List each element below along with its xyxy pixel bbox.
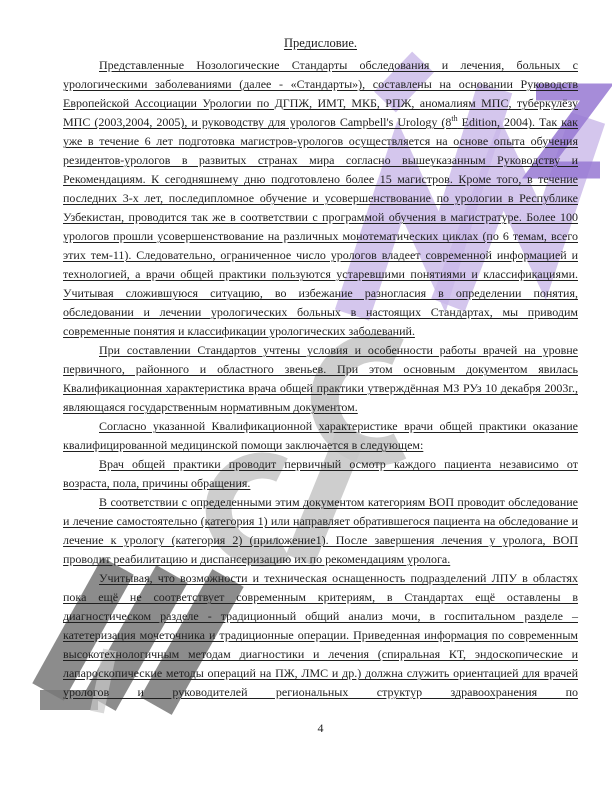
paragraph-1 (63, 56, 578, 341)
paragraph-1-superscript: th (451, 114, 458, 123)
paragraph-2: При составлении Стандартов учтены условия и особенности работы врачей на уровне первичного, районного и областного звеньев. При этом основным документом явилась Квалификационная характеристика врача общей практики утверждённая МЗ РУз 10 декабря 2003г., являющаяся государственным нормативным документом. (63, 343, 578, 414)
paragraph-5: В соответствии с определенными этим документом категориям ВОП проводит обследование и лечение самостоятельно (категория 1) или направляет обратившегося пациента на обследование и лечение к урологу (категория 2) (приложение1). После завершения лечения у уролога, ВОП проводит реабилитацию и диспансеризацию их по рекомендациям уролога. (63, 495, 578, 566)
paragraph-3: Согласно указанной Квалификационной характеристике врачи общей практики оказание квалифицированной медицинской помощи заключается в следующем: (63, 419, 578, 452)
page-title: Предисловие. (283, 36, 357, 50)
page-number: 4 (317, 721, 324, 735)
paragraph-1-text-end: Edition, 2004). Так как уже в течение 6 лет подготовка магистров-урологов осуществляется на основе опыта обучения резидентов-урологов в развитых странах мира согласно вышеуказанным Руководству и Рекомендациям. К сегодняшнему дню подготовлено более 15 магистров. Кроме того, в течение последних 3-х лет, последипломное обучение и усовершенствование по урологии в Республике Узбекистан, проводится так же в соответствии с программой обучения в магистратуре. Более 100 урологов прошли усовершенствование на различных монотематических циклах (по 6 темам, всего этих тем-11). Следовательно, ограниченное число урологов владеет современной информацией и технологией, а врачи общей практики пользуются устаревшими понятиями и классификациями. Учитывая сложившуюся ситуацию, во избежание разногласия в определении понятия, обследовании и лечении урологических больных в настоящих Стандартах, мы приводим современные понятия и классификации урологических заболеваний. (63, 115, 579, 338)
paragraph-6: Учитывая, что возможности и техническая оснащенность подразделений ЛПУ в областях пока ещё не соответствует современным критериям, в Стандартах ещё оставлены в диагностическом разделе - традиционный общий анализ мочи, в госпитальном разделе – катетеризация мочеточника и традиционные операции. Приведенная информация по современным высокотехнологичным методам диагностики и лечения (спиральная КТ, эндоскопические и лапароскопические методы операций на ПЖ, ЛМС и др.) должна служить ориентацией для врачей урологов и руководителей региональных структур здравоохранения по (63, 571, 578, 699)
paragraph-1-text-start: Представленные Нозологические Стандарты обследования и лечения, больных с урологическими заболеваниями (далее - «Стандарты»), составлены на основании Руководств Европейской Ассоциации Урологии по ДГПЖ, ИМТ, МКБ, РПЖ, аномалиям МПС, туберкулёзу МПС (2003,2004, 2005), и руководству для урологов Campbell's Urology (8 (63, 58, 578, 129)
paragraph-4: Врач общей практики проводит первичный осмотр каждого пациента независимо от возраста, пола, причины обращения. (63, 457, 578, 490)
